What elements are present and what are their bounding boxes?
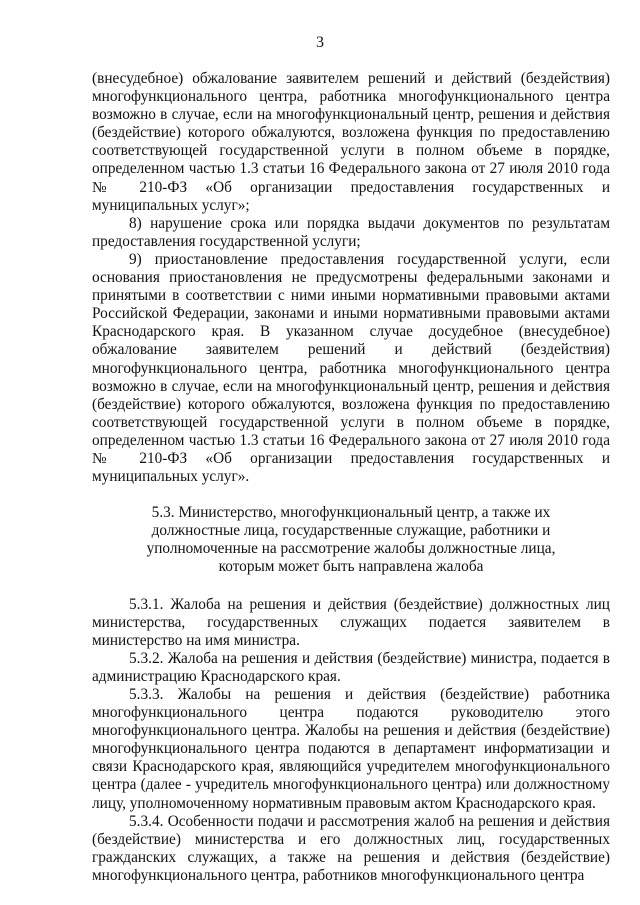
section-5-3-1: 5.3.1. Жалоба на решения и действия (бездействие) должностных лиц министерства, государственных служащих подается заявителем в министерство на имя министра. [92, 595, 610, 649]
section-5-3-4: 5.3.4. Особенности подачи и рассмотрения жалоб на решения и действия (бездействие) министерства и его должностных лиц, государственных гражданских служащих, а также на решения и действия (бездействие) многофункционального центра, работников многофункционального центра [92, 812, 610, 884]
section-5-3-2: 5.3.2. Жалоба на решения и действия (бездействие) министра, подается в администрацию Краснодарского края. [92, 649, 610, 685]
heading-line: должностные лица, государственные служащие, работники и [151, 522, 551, 540]
document-body [92, 70, 610, 885]
paragraph-item-8: 8) нарушение срока или порядка выдачи документов по результатам предоставления государственной услуги; [92, 214, 610, 250]
heading-line: которым может быть направлена жалоба [218, 558, 484, 576]
section-heading-5-3 [92, 504, 610, 576]
section-5-3-3: 5.3.3. Жалобы на решения и действия (бездействие) работника многофункционального центра подаются руководителю этого многофункционального центра. Жалобы на решения и действия (бездействие) многофункционального центра подаются в департамент информатизации и связи Краснодарского края, являющийся учредителем многофункционального центра (далее - учредитель многофункционального центра) или должностному лицу, уполномоченному нормативным правовым актом Краснодарского края. [92, 686, 610, 812]
heading-line: уполномоченные на рассмотрение жалобы должностные лица, [146, 540, 556, 558]
heading-line: 5.3. Министерство, многофункциональный центр, а также их [151, 504, 551, 522]
paragraph-appeal-continuation: (внесудебное) обжалование заявителем решений и действий (бездействия) многофункционального центра, работника многофункционального центра возможно в случае, если на многофункциональный центр, решения и действия (бездействие) которого обжалуются, возложена функция по предоставлению соответствующей государственной услуги в полном объеме в порядке, определенном частью 1.3 статьи 16 Федерального закона от 27 июля 2010 года № 210-ФЗ «Об организации предоставления государственных и муниципальных услуг»; [92, 70, 610, 214]
paragraph-item-9: 9) приостановление предоставления государственной услуги, если основания приостановления не предусмотрены федеральными законами и принятыми в соответствии с ними иными нормативными правовыми актами Российской Федерации, законами и иными нормативными правовыми актами Краснодарского края. В указанном случае досудебное (внесудебное) обжалование заявителем решений и действий (бездействия) многофункционального центра, работника многофункционального центра возможно в случае, если на многофункциональный центр, решения и действия (бездействие) которого обжалуются, возложена функция по предоставлению соответствующей государственной услуги в полном объеме в порядке, определенном частью 1.3 статьи 16 Федерального закона от 27 июля 2010 года № 210-ФЗ «Об организации предоставления государственных и муниципальных услуг». [92, 250, 610, 486]
page-number: 3 [316, 34, 324, 51]
